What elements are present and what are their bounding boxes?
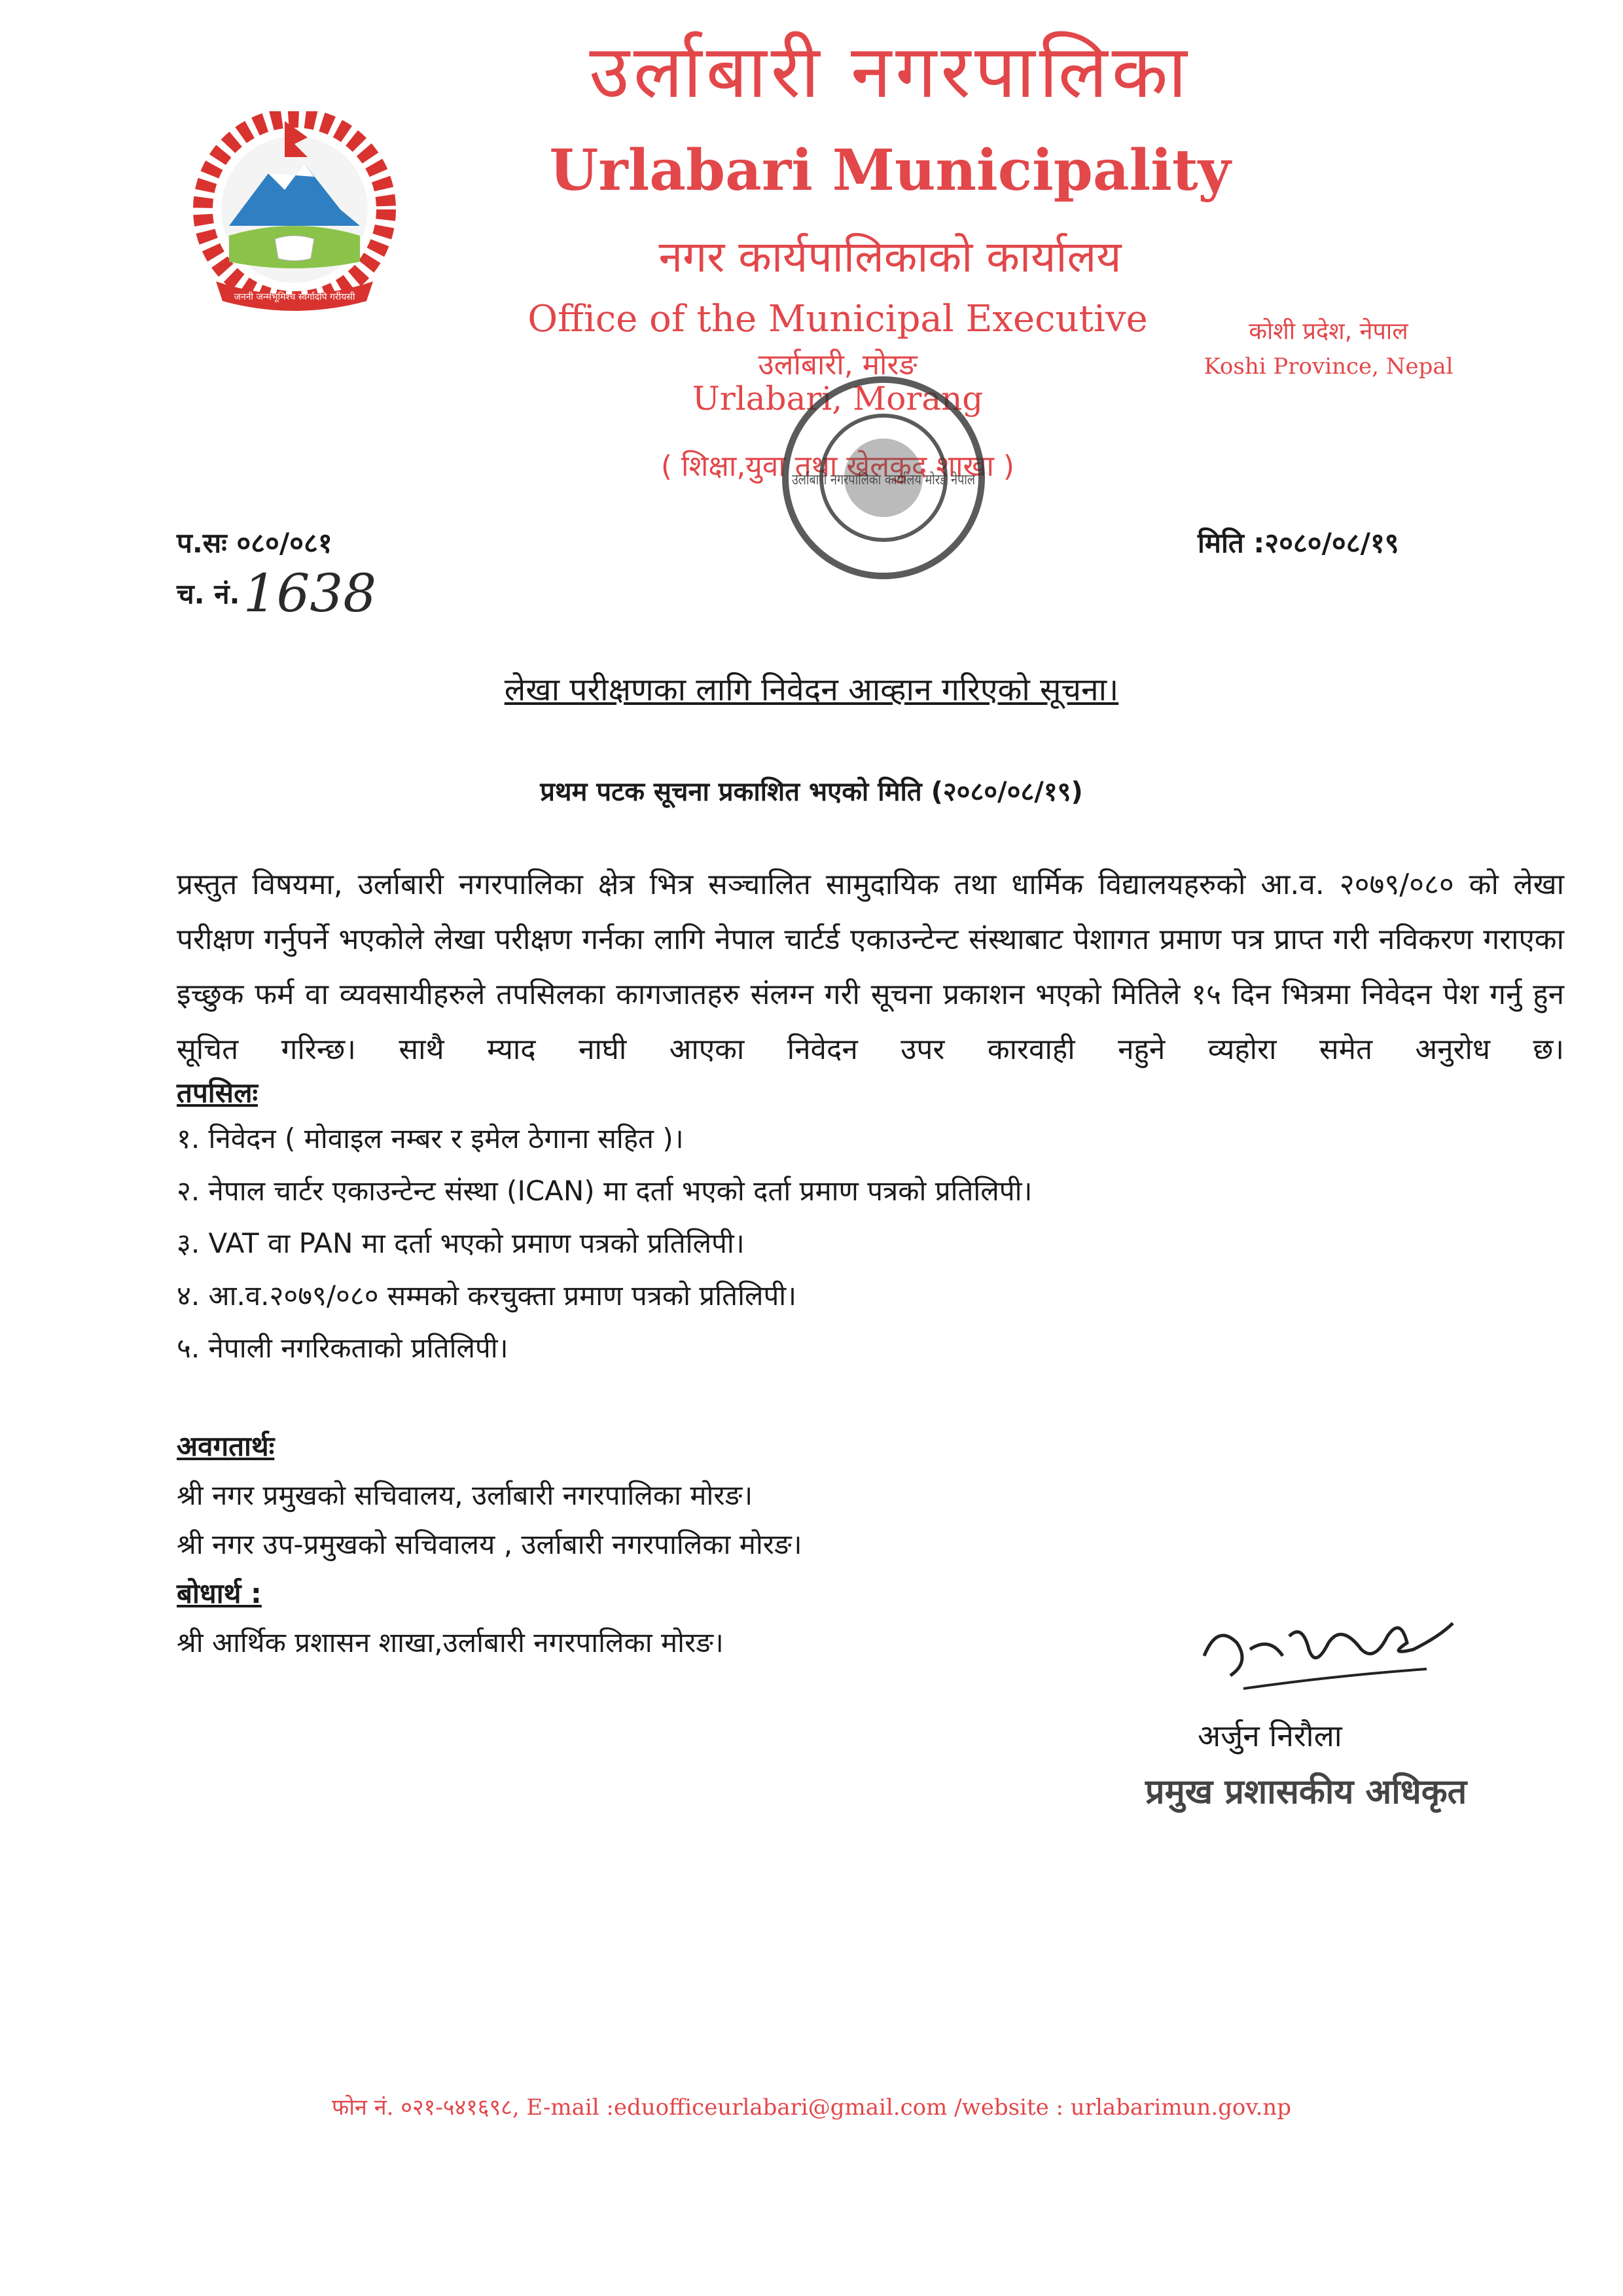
signatory-title: प्रमुख प्रशासकीय अधिकृत	[1145, 1772, 1467, 1812]
date-value: २०८०/०८/१९	[1264, 527, 1399, 559]
list-item: ४. आ.व.२०७९/०८० सम्मको करचुक्ता प्रमाण पत्रको प्रतिलिपी।	[177, 1280, 797, 1312]
province-english: Koshi Province, Nepal	[1204, 353, 1454, 380]
emblem-motto: जननी जन्मभूमिश्च स्वर्गादपि गरीयसी	[234, 292, 355, 302]
ps-label: प.सः	[177, 527, 227, 559]
details-heading: तपसिलः	[177, 1077, 259, 1109]
office-seal-stamp	[772, 367, 995, 589]
list-item: ५. नेपाली नगरिकताको प्रतिलिपी।	[177, 1332, 508, 1364]
cn-label: च. नं.	[177, 578, 240, 610]
province-nepali: कोशी प्रदेश, नेपाल	[1249, 318, 1408, 345]
list-item: श्री आर्थिक प्रशासन शाखा,उर्लाबारी नगरपालिका मोरङ।	[177, 1626, 724, 1659]
list-item: १. निवेदन ( मोवाइल नम्बर र इमेल ठेगाना सहित )।	[177, 1122, 684, 1155]
place-nepali: उर्लाबारी, मोरङ	[758, 348, 918, 382]
action-copy-heading: बोधार्थ :	[177, 1577, 262, 1609]
notice-body: प्रस्तुत विषयमा, उर्लाबारी नगरपालिका क्षेत्र भित्र सञ्चालित सामुदायिक तथा धार्मिक विद्यालयहरुको आ.व. २०७९/०८० को लेखा परीक्षण गर्नुपर्ने भएकोले लेखा परीक्षण गर्नका लागि नेपाल चार्टर्ड एकाउन्टेन्ट संस्थाबाट पेशागत प्रमाण पत्र प्राप्त गरी नविकरण गराएका इच्छुक फर्म वा व्यवसायीहरुले तपसिलका कागजातहरु संलग्न गरी सूचना प्रकाशन भएको मितिले १५ दिन भित्रमा निवेदन पेश गर्नु हुन सूचित गरिन्छ। साथै म्याद नाघी आएका निवेदन उपर कारवाही नहुने व्यहोरा समेत अनुरोध छ।	[177, 868, 1564, 1066]
office-name-nepali: नगर कार्यपालिकाको कार्यालय	[658, 232, 1122, 282]
office-name-english: Office of the Municipal Executive	[527, 298, 1148, 340]
cn-value: 1638	[243, 563, 377, 624]
reference-cn	[177, 563, 376, 624]
publication-date: प्रथम पटक सूचना प्रकाशित भएको मिति (२०८०/०८/१९)	[540, 777, 1083, 807]
municipality-name-english: Urlabari Municipality	[549, 137, 1231, 204]
department-name: ( शिक्षा,युवा तथा खेलकुद शाखा )	[660, 450, 1015, 483]
date-label: मिति :	[1198, 527, 1265, 559]
list-item: ३. VAT वा PAN मा दर्ता भएको प्रमाण पत्रको प्रतिलिपी।	[177, 1227, 745, 1259]
ps-value: ०८०/०८१	[236, 527, 332, 559]
municipality-name-nepali: उर्लाबारी नगरपालिका	[589, 29, 1191, 115]
seal-text: उर्लाबारी नगरपालिका कार्यालय मोरङ	[792, 472, 984, 488]
reference-date	[1198, 524, 1399, 561]
footer-contact: फोन नं. ०२१-५४१६९८, E-mail :eduofficeurlabari@gmail.com /website : urlabarimun.gov.np	[332, 2094, 1291, 2121]
list-item: श्री नगर उप-प्रमुखको सचिवालय , उर्लाबारी नगरपालिका मोरङ।	[177, 1528, 802, 1560]
reference-ps	[177, 524, 332, 561]
place-english: Urlabari, Morang	[692, 380, 984, 418]
list-item: २. नेपाल चार्टर एकाउन्टेन्ट संस्था (ICAN) मा दर्ता भएको दर्ता प्रमाण पत्रको प्रतिलिपी।	[177, 1175, 1033, 1207]
signatory-name: अर्जुन निरौला	[1198, 1718, 1342, 1753]
handwritten-signature	[1191, 1597, 1466, 1708]
notice-subject: लेखा परीक्षणका लागि निवेदन आव्हान गरिएको सूचना।	[504, 672, 1119, 708]
info-copy-heading: अवगतार्थः	[177, 1430, 275, 1462]
list-item: श्री नगर प्रमुखको सचिवालय, उर्लाबारी नगरपालिका मोरङ।	[177, 1479, 753, 1511]
